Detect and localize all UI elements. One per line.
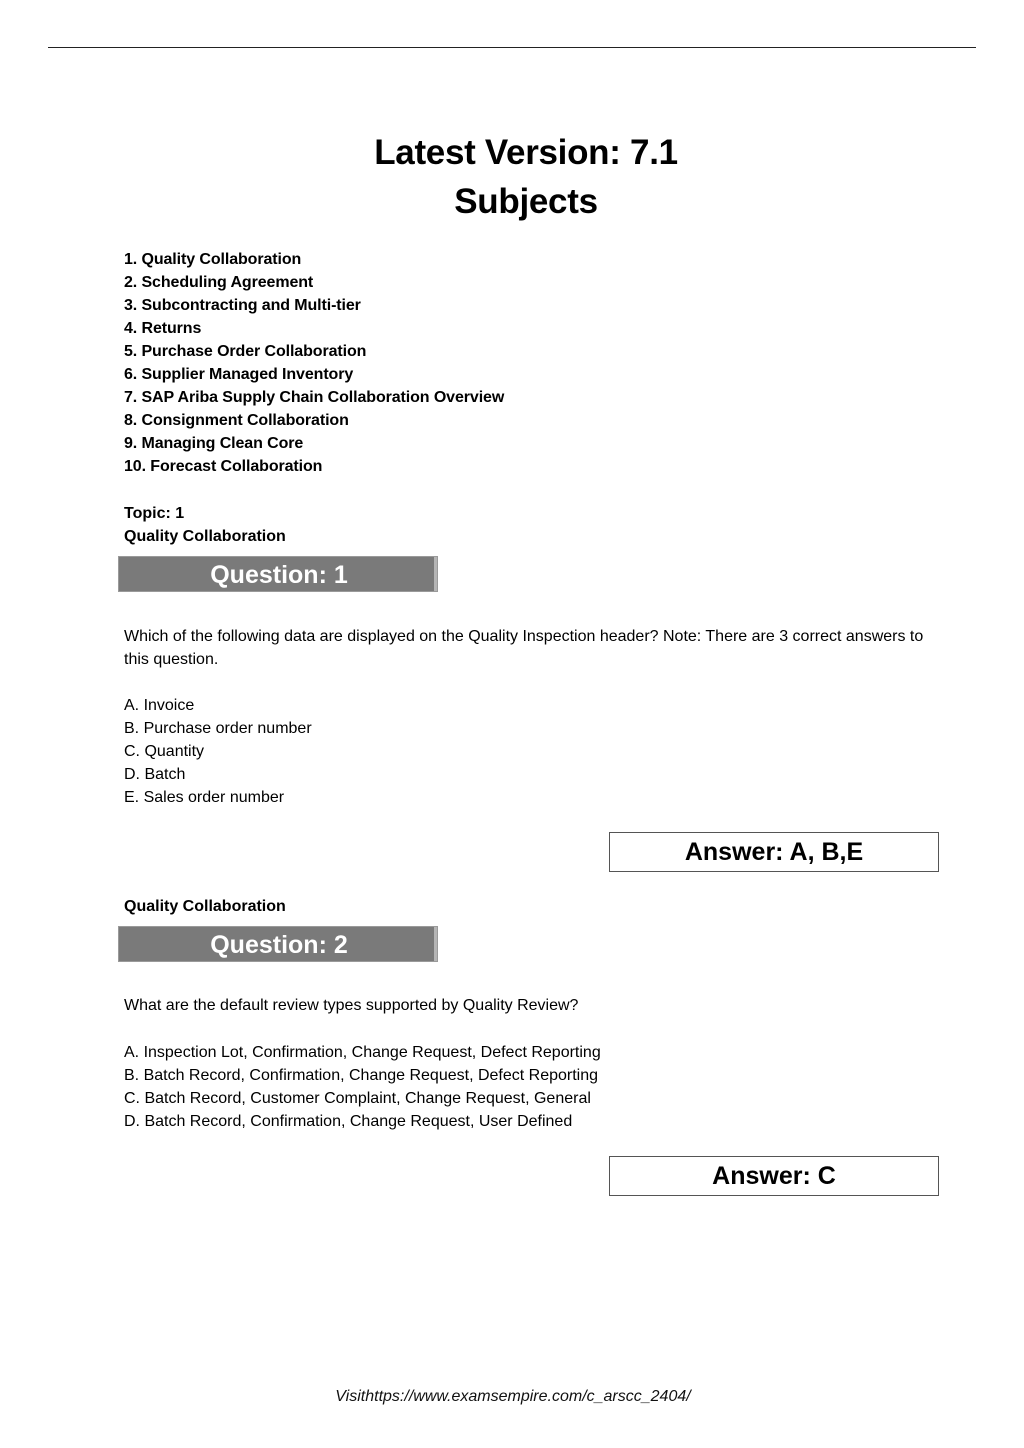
- question-1-number: Question: 1: [210, 561, 348, 589]
- question-2-section: Quality Collaboration: [124, 898, 286, 915]
- top-divider: [48, 47, 976, 48]
- option-item: C. Batch Record, Customer Complaint, Change Request, General: [124, 1090, 591, 1107]
- question-2-answer: Answer: C: [609, 1156, 939, 1196]
- question-2-text: What are the default review types supported by Quality Review?: [124, 997, 579, 1014]
- question-1-banner: [118, 556, 438, 592]
- subject-item: 7. SAP Ariba Supply Chain Collaboration Overview: [124, 389, 505, 406]
- question-2-banner: [118, 926, 438, 962]
- subjects-title: Subjects: [454, 182, 598, 221]
- option-item: D. Batch: [124, 766, 186, 783]
- option-item: E. Sales order number: [124, 789, 285, 806]
- topic-header: [124, 502, 286, 548]
- subject-item: 6. Supplier Managed Inventory: [124, 366, 354, 383]
- subject-item: 5. Purchase Order Collaboration: [124, 343, 367, 360]
- option-item: B. Purchase order number: [124, 720, 312, 737]
- topic-name: Quality Collaboration: [124, 528, 286, 545]
- question-1-text: Which of the following data are displayed on the Quality Inspection header? Note: There are 3 correct answers to this question.: [124, 628, 924, 668]
- topic-label: Topic: 1: [124, 505, 185, 522]
- subject-item: 2. Scheduling Agreement: [124, 274, 314, 291]
- subject-item: 9. Managing Clean Core: [124, 435, 304, 452]
- option-item: B. Batch Record, Confirmation, Change Request, Defect Reporting: [124, 1067, 599, 1084]
- option-item: A. Inspection Lot, Confirmation, Change Request, Defect Reporting: [124, 1044, 601, 1061]
- question-1-options: [124, 694, 312, 809]
- option-item: C. Quantity: [124, 743, 205, 760]
- subject-item: 4. Returns: [124, 320, 202, 337]
- subject-item: 10. Forecast Collaboration: [124, 458, 323, 475]
- version-title: Latest Version: 7.1: [374, 133, 678, 172]
- question-2-number: Question: 2: [210, 931, 348, 959]
- option-item: D. Batch Record, Confirmation, Change Request, User Defined: [124, 1113, 573, 1130]
- subject-item: 3. Subcontracting and Multi-tier: [124, 297, 361, 314]
- subject-list: [124, 248, 504, 478]
- option-item: A. Invoice: [124, 697, 195, 714]
- question-1-answer: Answer: A, B,E: [609, 832, 939, 872]
- question-2-options: [124, 1041, 601, 1133]
- subject-item: 1. Quality Collaboration: [124, 251, 302, 268]
- title-block: [0, 128, 1024, 226]
- footer-link[interactable]: Visithttps://www.examsempire.com/c_arscc_2404/: [335, 1388, 691, 1405]
- subject-item: 8. Consignment Collaboration: [124, 412, 349, 429]
